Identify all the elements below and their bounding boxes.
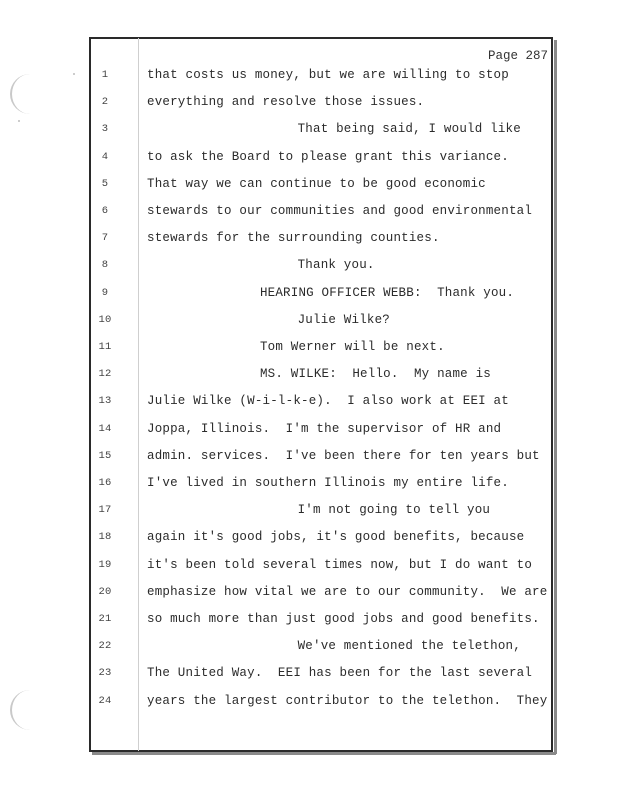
transcript-line [0,694,618,721]
transcript-line [0,313,618,340]
line-number: 16 [98,477,112,489]
transcript-line [0,68,618,95]
transcript-line [0,286,618,313]
line-text: Joppa, Illinois. I'm the supervisor of HR and [147,421,502,436]
transcript-line [0,340,618,367]
transcript-line [0,422,618,449]
transcript-line [0,558,618,585]
line-number: 2 [101,96,109,109]
transcript-line [0,449,618,476]
transcript-line [0,367,618,394]
line-text: admin. services. I've been there for ten years but [147,448,540,463]
line-text: That way we can continue to be good economic [147,176,486,191]
line-number: 12 [98,368,112,381]
line-text: years the largest contributor to the telethon. They [147,693,548,708]
transcript-line [0,122,618,149]
line-text: emphasize how vital we are to our community. We are [147,584,548,599]
line-number: 19 [98,558,112,571]
transcript-line [0,639,618,666]
line-number: 14 [98,422,112,435]
transcript-line [0,530,618,557]
line-text: That being said, I would like [297,122,521,137]
line-text: stewards to our communities and good environmental [147,204,533,218]
line-text: I'm not going to tell you [297,503,491,518]
line-text: I've lived in southern Illinois my entire life. [147,476,509,490]
line-number: 10 [98,313,112,326]
line-number: 17 [98,504,112,517]
line-number: 7 [101,232,109,245]
transcript-line [0,204,618,231]
line-text: Thank you. [297,258,375,273]
line-text: stewards for the surrounding counties. [147,231,440,246]
line-number: 9 [101,286,109,299]
line-number: 3 [101,123,109,136]
line-text: to ask the Board to please grant this variance. [147,149,509,164]
line-text: it's been told several times now, but I do want to [147,557,533,572]
line-number: 15 [98,449,112,462]
line-text: so much more than just good jobs and good benefits. [147,612,540,626]
line-text: HEARING OFFICER WEBB: Thank you. [259,285,515,300]
transcript-line [0,258,618,285]
line-text: Julie Wilke? [297,312,391,327]
page-number: Page 287 [487,49,548,63]
line-number: 23 [98,667,112,680]
line-text: that costs us money, but we are willing to stop [147,68,509,82]
line-text: Tom Werner will be next. [259,340,445,354]
frame-shadow-bottom [92,752,556,755]
line-text: Julie Wilke (W-i-l-k-e). I also work at EEI at [147,394,509,409]
line-text: everything and resolve those issues. [147,95,425,110]
line-number: 22 [98,640,112,653]
transcript-line [0,612,618,639]
transcript-line [0,503,618,530]
line-number: 5 [101,177,109,190]
transcript-line [0,177,618,204]
transcript-line [0,150,618,177]
line-number: 13 [98,395,112,408]
line-number: 21 [98,613,112,625]
line-text: again it's good jobs, it's good benefits, because [147,530,525,545]
line-text: MS. WILKE: Hello. My name is [259,367,491,382]
transcript-line [0,585,618,612]
line-number: 6 [101,205,109,217]
transcript-line [0,95,618,122]
line-number: 20 [98,585,112,598]
transcript-line [0,394,618,421]
line-text: We've mentioned the telethon, [297,639,521,654]
line-number: 4 [101,150,109,163]
transcript-line [0,231,618,258]
transcript-line [0,666,618,693]
transcript-line [0,476,618,503]
line-number: 24 [98,694,112,707]
line-number: 11 [98,341,112,353]
line-number: 1 [101,69,109,81]
line-number: 18 [98,531,112,544]
line-text: The United Way. EEI has been for the last several [147,666,533,681]
line-number: 8 [101,259,109,272]
